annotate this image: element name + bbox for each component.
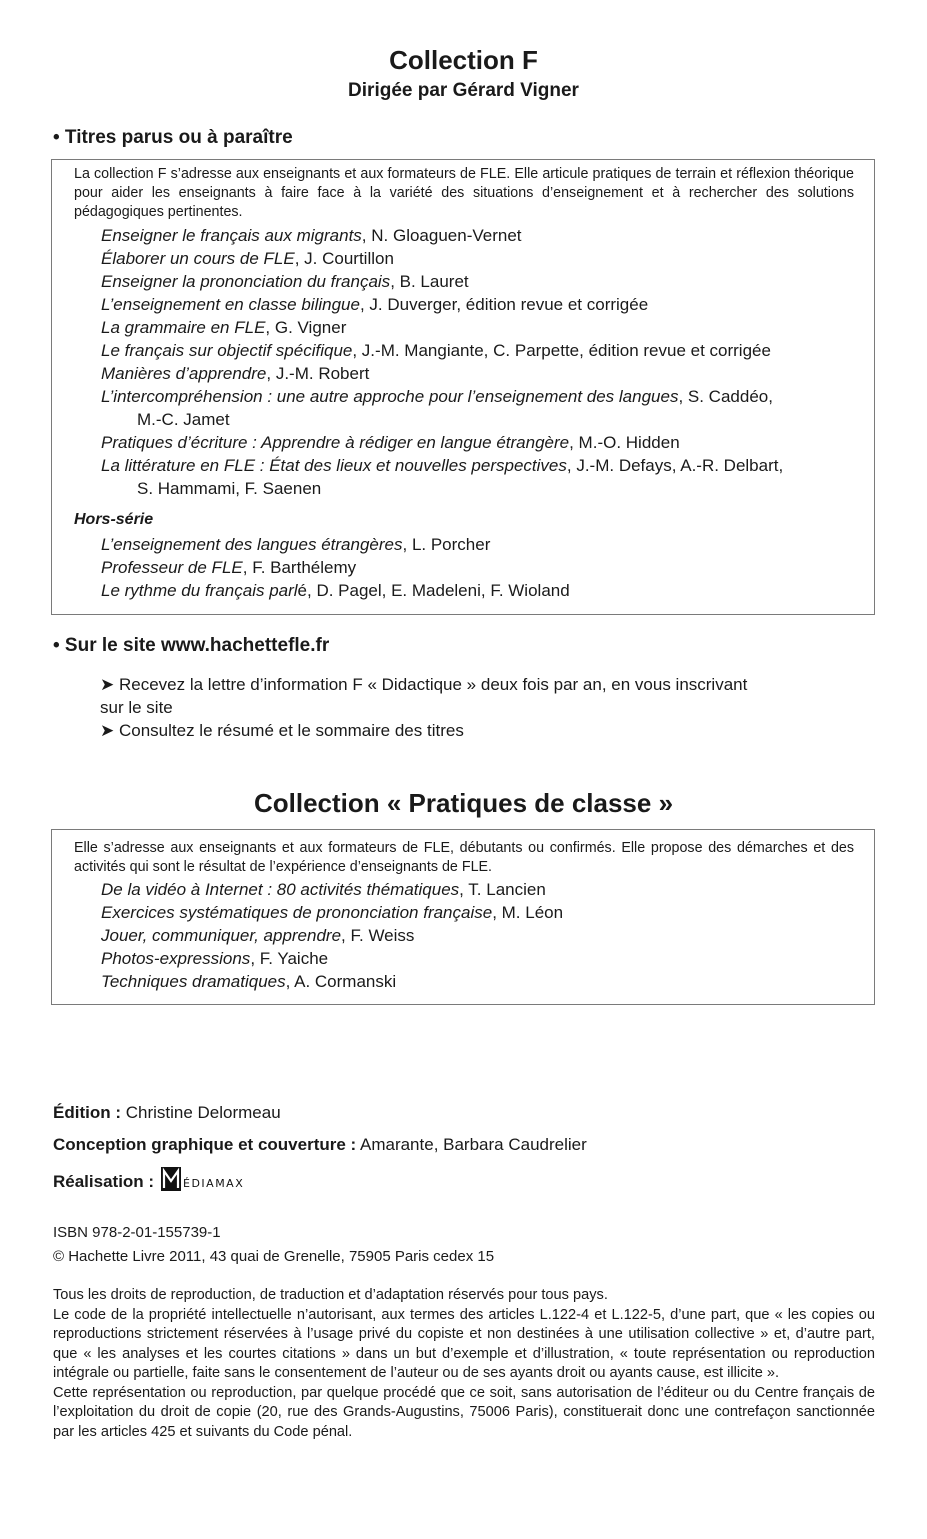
title-entry: Enseigner le français aux migrants, N. Gloaguen-Vernet [101,226,522,245]
legal-notice [53,1286,875,1442]
title-entry-continuation: S. Hammami, F. Saenen [137,479,322,498]
title-entry: Le français sur objectif spécifique, J.-M. Mangiante, C. Parpette, édition revue et corrigée [101,341,771,360]
mediamax-logo [161,1166,261,1197]
title-entry: La grammaire en FLE, G. Vigner [101,318,347,337]
collection-pratiques-intro: Elle s’adresse aux enseignants et aux formateurs de FLE, débutants ou confirmés. Elle propose des démarches et des activités qui sont le résultat de l’expérience d’enseignants de FLE. [74,840,854,875]
credit-realisation: Réalisation : ÉDIAMAX [53,1166,261,1197]
title-entry: Jouer, communiquer, apprendre, F. Weiss [101,926,415,945]
site-item-continuation: sur le site [100,698,173,717]
title-entry: De la vidéo à Internet : 80 activités thématiques, T. Lancien [101,880,546,899]
collection-pratiques-box [51,829,875,1005]
collection-f-title: Collection F [389,45,538,75]
title-entry: Manières d’apprendre, J.-M. Robert [101,364,370,383]
hors-serie-entry: Professeur de FLE, F. Barthélemy [101,558,357,577]
hors-serie-entry: L’enseignement des langues étrangères, L. Porcher [101,535,491,554]
section-heading-site: • Sur le site www.hachettefle.fr [53,635,330,656]
collection-f-intro: La collection F s’adresse aux enseignants et aux formateurs de FLE. Elle articule pratiques de terrain et réflexion théorique pour aider les enseignants à faire face à la variété des situations d’enseignement et à rechercher des solutions pédagogiques pertinentes. [74,166,854,220]
title-entry-continuation: M.-C. Jamet [137,410,230,429]
isbn: ISBN 978-2-01-155739-1 [53,1224,221,1241]
title-entry: Enseigner la prononciation du français, B. Lauret [101,272,469,291]
collection-f-box [51,159,875,615]
collection-f-subtitle: Dirigée par Gérard Vigner [348,80,579,101]
site-item: ➤ Consultez le résumé et le sommaire des titres [100,721,464,740]
hors-serie-entry: Le rythme du français parlé, D. Pagel, E. Madeleni, F. Wioland [101,581,570,600]
credit-conception: Conception graphique et couverture : Amarante, Barbara Caudrelier [53,1135,587,1154]
legal-paragraph: Tous les droits de reproduction, de traduction et d’adaptation réservés pour tous pays. [53,1287,608,1303]
hors-serie-label: Hors-série [74,511,154,528]
logo-text: ÉDIAMAX [182,1177,245,1190]
section-heading-titres: • Titres parus ou à paraître [53,127,293,148]
title-entry: Élaborer un cours de FLE, J. Courtillon [101,249,394,268]
title-entry: Techniques dramatiques, A. Cormanski [101,972,397,991]
title-entry: Exercices systématiques de prononciation française, M. Léon [101,903,564,922]
title-entry: L’intercompréhension : une autre approche pour l’enseignement des langues, S. Caddéo, [101,387,773,406]
legal-paragraph: Cette représentation ou reproduction, par quelque procédé que ce soit, sans autorisation de l’éditeur ou du Centre français de l’exploitation du droit de copie (20, rue des Grands-Augustins, 75006 Paris), constituerait donc une contrefaçon sanctionnée par les articles 425 et suivants du Code pénal. [53,1384,875,1440]
legal-paragraph: Le code de la propriété intellectuelle n’autorisant, aux termes des articles L.122-4 et L.122-5, d’une part, que « les copies ou reproductions strictement réservées à l’usage privé du copiste et non destinées à une utilisation collective » et, d’autre part, que « les analyses et les courtes citations » dans un but d’exemple et d’illustration, « toute représentation ou reproduction intégrale ou partielle, faite sans le consentement de l’auteur ou de ses ayants droit ou ayants cause, est illicite ». [53,1306,875,1381]
site-item: ➤ Recevez la lettre d’information F « Didactique » deux fois par an, en vous inscrivant [100,675,748,694]
title-entry: Photos-expressions, F. Yaiche [101,949,329,968]
collection-pratiques-title: Collection « Pratiques de classe » [253,788,674,818]
credit-edition: Édition : Christine Delormeau [53,1103,281,1122]
title-entry: Pratiques d’écriture : Apprendre à rédiger en langue étrangère, M.-O. Hidden [101,433,680,452]
copyright: © Hachette Livre 2011, 43 quai de Grenelle, 75905 Paris cedex 15 [53,1248,495,1265]
title-entry: L’enseignement en classe bilingue, J. Duverger, édition revue et corrigée [101,295,649,314]
title-entry: La littérature en FLE : État des lieux et nouvelles perspectives, J.-M. Defays, A.-R. Delbart, [101,456,784,475]
